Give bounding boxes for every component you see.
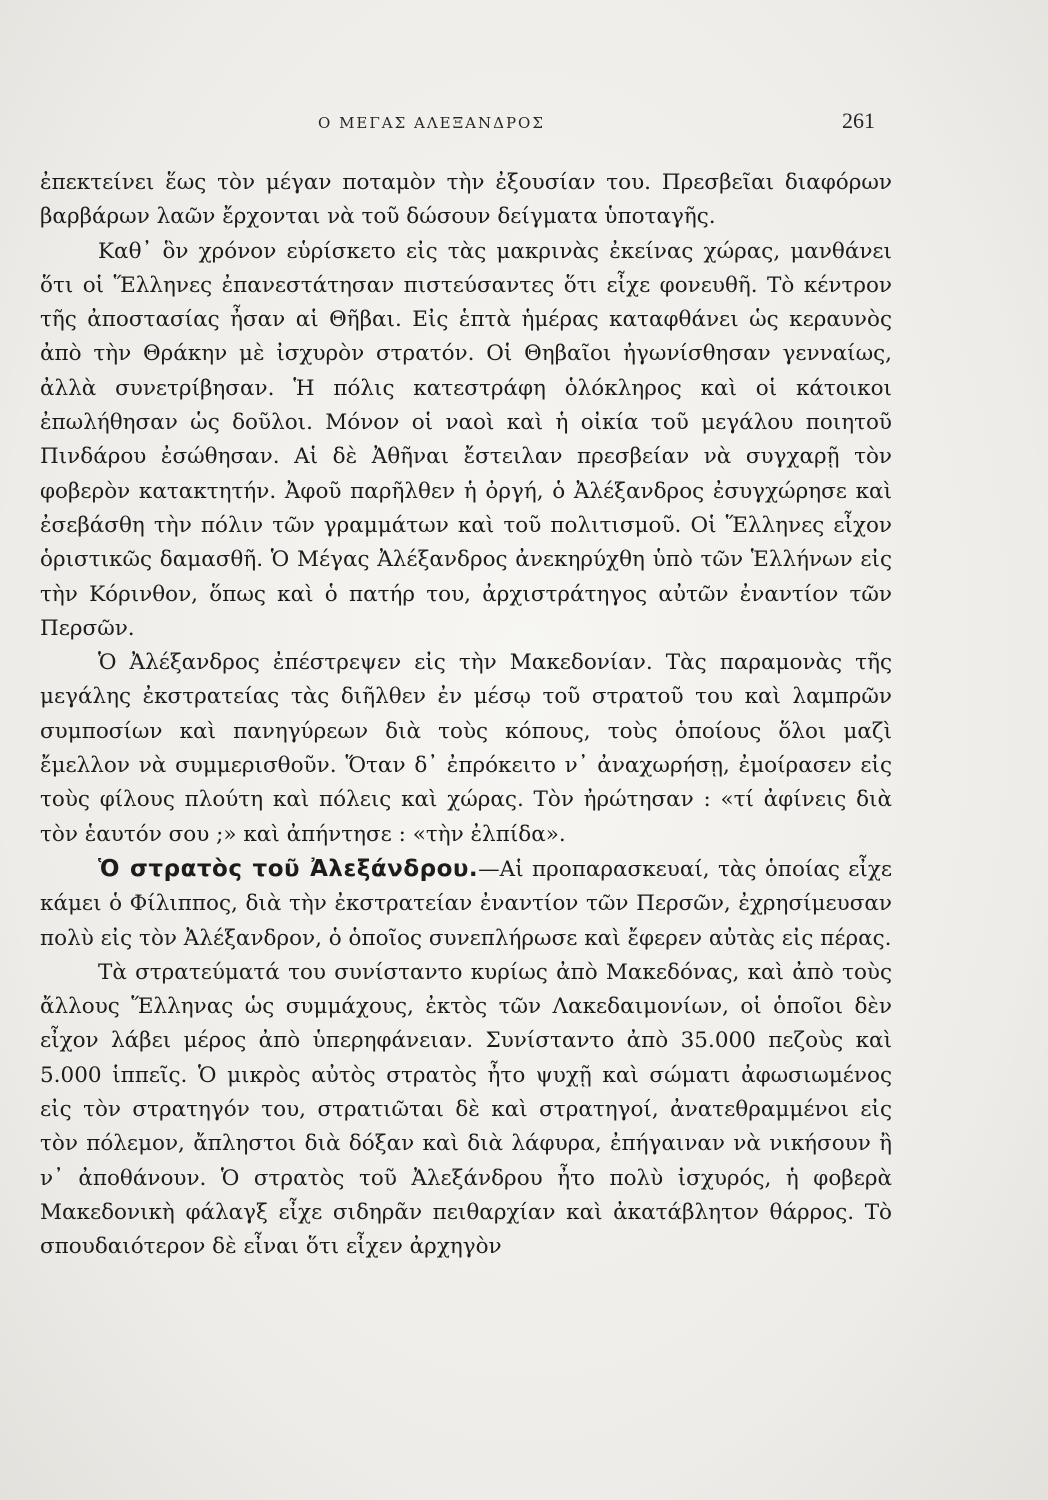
paragraph-thebes-revolt: Καθ᾽ ὃν χρόνον εὑρίσκετο εἰς τὰς μακρινὰς ἐκείνας χώρας, μανθάνει ὅτι οἱ Ἕλληνες ἐπανεστάτησαν πιστεύσαντες ὅτι εἶχε φονευθῆ. Τὸ κέντρον τῆς ἀποστασίας ἦσαν αἱ Θῆβαι. Εἰς ἑπτὰ ἡμέρας καταφθάνει ὡς κεραυνὸς ἀπὸ τὴν Θράκην μὲ ἰσχυρὸν στρατόν. Οἱ Θηβαῖοι ἠγωνίσθησαν γενναίως, ἀλλὰ συνετρίβησαν. Ἡ πόλις κατεστράφη ὁλόκληρος καὶ οἱ κάτοικοι ἐπωλήθησαν ὡς δοῦλοι. Μόνον οἱ ναοὶ καὶ ἡ οἰκία τοῦ μεγάλου ποιητοῦ Πινδάρου ἐσώθησαν. Αἱ δὲ Ἀθῆναι ἔστειλαν πρεσβείαν νὰ συγχαρῇ τὸν φοβερὸν κατακτητήν. Ἀφοῦ παρῆλθεν ἡ ὀργή, ὁ Ἀλέξανδρος ἐσυγχώρησε καὶ ἐσεβάσθη τὴν πόλιν τῶν γραμμάτων καὶ τοῦ πολιτισμοῦ. Οἱ Ἕλληνες εἶχον ὁριστικῶς δαμασθῆ. Ὁ Μέγας Ἀλέξανδρος ἀνεκηρύχθη ὑπὸ τῶν Ἑλλήνων εἰς τὴν Κόρινθον, ὅπως καὶ ὁ πατήρ του, ἀρχιστράτηγος αὐτῶν ἐναντίον τῶν Περσῶν. — [40, 238, 892, 641]
paragraph-continuation: ἐπεκτείνει ἕως τὸν μέγαν ποταμὸν τὴν ἐξουσίαν του. Πρεσβεῖαι διαφόρων βαρβάρων λαῶν ἔρχονται νὰ τοῦ δώσουν δείγματα ὑποταγῆς. — [40, 170, 892, 230]
paragraph-army-section — [40, 852, 892, 956]
body-text — [40, 166, 892, 1265]
running-title: Ο ΜΕΓΑΣ ΑΛΕΞΑΝΔΡΟΣ — [318, 114, 545, 132]
running-head — [0, 108, 1048, 138]
section-heading: Ὁ στρατὸς τοῦ Ἀλεξάνδρου. — [98, 855, 479, 882]
page-number: 261 — [842, 108, 875, 133]
section-dash: — — [478, 856, 500, 882]
section-text: Αἱ προπαρασκευαί, τὰς ὁποίας εἶχε κάμει ὁ Φίλιππος, διὰ τὴν ἐκστρατείαν ἐναντίον τῶν Περσῶν, ἐχρησίμευσαν πολὺ εἰς τὸν Ἀλέξανδρον, ὁ ὁποῖος συνεπλήρωσε καὶ ἔφερεν αὐτὰς εἰς πέρας. — [40, 856, 892, 951]
paragraph-return-macedonia: Ὁ Ἀλέξανδρος ἐπέστρεψεν εἰς τὴν Μακεδονίαν. Τὰς παραμονὰς τῆς μεγάλης ἐκστρατείας τὰς διῆλθεν ἐν μέσῳ τοῦ στρατοῦ του καὶ λαμπρῶν συμποσίων καὶ πανηγύρεων διὰ τοὺς κόπους, τοὺς ὁποίους ὅλοι μαζὶ ἔμελλον νὰ συμμερισθοῦν. Ὅταν δ᾽ ἐπρόκειτο ν᾽ ἀναχωρήσῃ, ἐμοίρασεν εἰς τοὺς φίλους πλούτη καὶ πόλεις καὶ χώρας. Τὸν ἠρώτησαν : «τί ἀφίνεις διὰ τὸν ἑαυτόν σου ;» καὶ ἀπήντησε : «τὴν ἐλπίδα». — [40, 650, 892, 847]
paragraph-army-composition: Τὰ στρατεύματά του συνίσταντο κυρίως ἀπὸ Μακεδόνας, καὶ ἀπὸ τοὺς ἄλλους Ἕλληνας ὡς συμμάχους, ἐκτὸς τῶν Λακεδαιμονίων, οἱ ὁποῖοι δὲν εἶχον λάβει μέρος ἀπὸ ὑπερηφάνειαν. Συνίσταντο ἀπὸ 35.000 πεζοὺς καὶ 5.000 ἱππεῖς. Ὁ μικρὸς αὐτὸς στρατὸς ἦτο ψυχῇ καὶ σώματι ἀφωσιωμένος εἰς τὸν στρατηγόν του, στρατιῶται δὲ καὶ στρατηγοί, ἀνατεθραμμένοι εἰς τὸν πόλεμον, ἄπληστοι διὰ δόξαν καὶ διὰ λάφυρα, ἐπήγαιναν νὰ νικήσουν ἢ ν᾽ ἀποθάνουν. Ὁ στρατὸς τοῦ Ἀλεξάνδρου ἦτο πολὺ ἰσχυρός, ἡ φοβερὰ Μακεδονικὴ φάλαγξ εἶχε σιδηρᾶν πειθαρχίαν καὶ ἀκατάβλητον θάρρος. Τὸ σπουδαιότερον δὲ εἶναι ὅτι εἶχεν ἀρχηγὸν — [40, 959, 892, 1260]
